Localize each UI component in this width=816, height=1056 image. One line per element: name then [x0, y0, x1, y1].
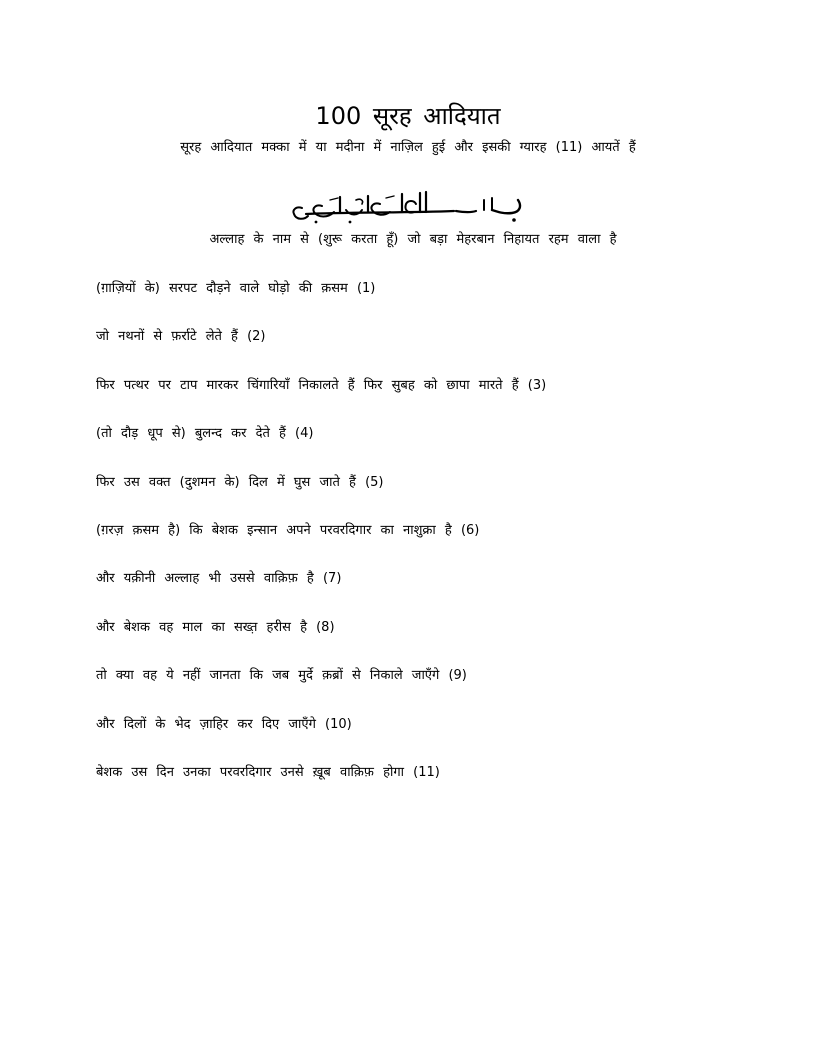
verse-6: (ग़रज़ क़सम है) कि बेशक इन्सान अपने परवरदिगार का नाशुक्रा है (6): [96, 522, 480, 538]
verse-1: (ग़ाज़ियों के) सरपट दौड़ने वाले घोड़ो की क़सम (1): [96, 281, 376, 296]
surah-title: 100 सूरह आदियात: [315, 102, 501, 130]
verse-list: [96, 278, 776, 810]
verse-2: जो नथनों से फ़र्राटे लेते हैं (2): [96, 329, 266, 345]
basmala-translation: अल्लाह के नाम से (शुरू करता हूँ) जो बड़ा मेहरबान निहायत रहम वाला है: [209, 232, 617, 247]
verse-4: (तो दौड़ धूप से) बुलन्द कर देते हैं (4): [96, 426, 314, 442]
verse-8: और बेशक वह माल का सख्त़ हरीस है (8): [96, 619, 335, 635]
surah-subtitle: सूरह आदियात मक्का में या मदीना में नाज़िल हुई और इसकी ग्यारह (11) आयतें हैं: [180, 140, 636, 155]
verse-3: फिर पत्थर पर टाप मारकर चिंगारियाँ निकालते हैं फिर सुबह को छापा मारते हैं (3): [96, 377, 547, 393]
verse-7: और यक़ीनी अल्लाह भी उससे वाक़िफ़ है (7): [96, 571, 342, 587]
bismillah-calligraphy-icon: [286, 186, 530, 226]
verse-9: तो क्या वह ये नहीं जानता कि जब मुर्दे क़ब्रों से निकाले जाएँगे (9): [96, 668, 467, 684]
verse-11: बेशक उस दिन उनका परवरदिगार उनसे ख़ूब वाक़िफ़ होगा (11): [96, 764, 440, 780]
verse-5: फिर उस वक्त (दुशमन के) दिल में घुस जाते हैं (5): [96, 474, 384, 490]
verse-10: और दिलों के भेद ज़ाहिर कर दिए जाएँगे (10): [96, 716, 352, 732]
